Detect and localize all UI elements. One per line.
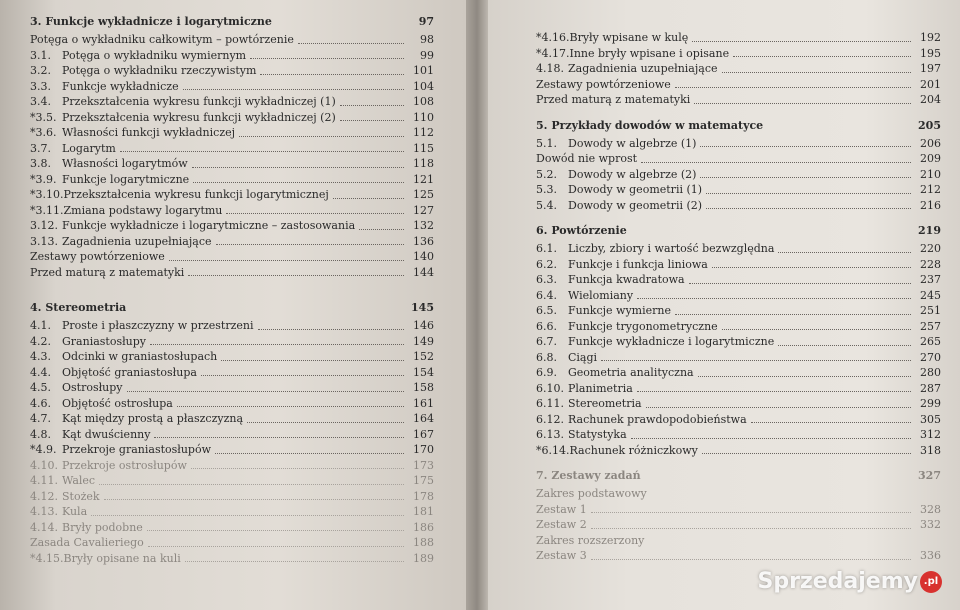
toc-entry-title: Ostrosłupy bbox=[62, 381, 123, 394]
toc-entry-title: Potęga o wykładniku rzeczywistym bbox=[62, 64, 257, 77]
toc-entry bbox=[30, 458, 434, 474]
toc-entry-title: Graniastosłupy bbox=[62, 334, 147, 348]
toc-entry-title: Wielomiany bbox=[568, 288, 634, 302]
toc-entry-number: 3.13. bbox=[30, 234, 58, 248]
toc-entry bbox=[30, 265, 434, 281]
toc-entry-page: 158 bbox=[413, 381, 434, 394]
toc-entry-number: 4.7. bbox=[30, 412, 51, 425]
toc-entry-page: 173 bbox=[413, 458, 434, 472]
toc-entry-title: Kąt między prostą a płaszczyzną bbox=[62, 412, 244, 425]
toc-entry bbox=[30, 63, 434, 79]
toc-entry-page: 98 bbox=[420, 33, 434, 46]
toc-entry-title: Zestawy powtórzeniowe bbox=[536, 77, 671, 91]
toc-entry-number: 6.3. bbox=[536, 273, 557, 286]
toc-entry-number: 6.2. bbox=[536, 257, 557, 271]
toc-entry-title: Objętość graniastosłupa bbox=[62, 365, 197, 379]
toc-entry bbox=[30, 535, 434, 551]
toc-entry-page: 112 bbox=[413, 126, 434, 139]
toc-entry-title: Rachunek różniczkowy bbox=[569, 443, 698, 457]
toc-entry-page: 209 bbox=[920, 152, 941, 165]
toc-entry-title: Własności logarytmów bbox=[62, 157, 188, 170]
toc-entry-title: Zestaw 1 bbox=[536, 502, 587, 516]
toc-entry-title: Rachunek prawdopodobieństwa bbox=[568, 412, 747, 426]
toc-entry-page: 195 bbox=[920, 46, 941, 60]
toc-entry bbox=[536, 517, 941, 533]
toc-entry-title: Przekształcenia wykresu funkcji logarytmicznej bbox=[63, 188, 329, 201]
toc-entry bbox=[30, 349, 434, 365]
toc-entry bbox=[536, 198, 941, 214]
toc-entry-title: Zestaw 2 bbox=[536, 518, 587, 531]
toc-entry-number: 6.9. bbox=[536, 366, 557, 379]
toc-entry-title: Bryły wpisane w kulę bbox=[569, 31, 689, 44]
toc-entry bbox=[30, 427, 434, 443]
toc-entry bbox=[536, 365, 941, 381]
toc-entry bbox=[30, 504, 434, 520]
toc-entry-page: 154 bbox=[413, 365, 434, 379]
toc-entry-number: 4.2. bbox=[30, 334, 51, 348]
toc-entry-title: Przekroje ostrosłupów bbox=[62, 458, 187, 472]
toc-entry bbox=[536, 30, 941, 46]
toc-entry-page: 257 bbox=[920, 319, 941, 333]
toc-entry bbox=[30, 473, 434, 489]
toc-entry-title: Ciągi bbox=[568, 350, 598, 364]
toc-entry bbox=[536, 443, 941, 459]
toc-entry bbox=[30, 249, 434, 265]
toc-entry-title: Przekroje graniastosłupów bbox=[62, 443, 212, 456]
toc-entry-title: Odcinki w graniastosłupach bbox=[62, 350, 218, 363]
toc-entry-title: Zakres podstawowy bbox=[536, 487, 647, 500]
toc-entry bbox=[536, 272, 941, 288]
toc-entry-page: 99 bbox=[420, 48, 434, 62]
toc-entry-page: 265 bbox=[920, 335, 941, 348]
section-heading: 3. Funkcje wykładnicze i logarytmiczne 97 bbox=[30, 15, 434, 28]
toc-entry-number: 4.14. bbox=[30, 520, 58, 534]
toc-entry-number: 6.4. bbox=[536, 288, 557, 302]
toc-entry bbox=[536, 381, 941, 397]
toc-entry bbox=[30, 396, 434, 412]
toc-entry-number: 3.2. bbox=[30, 64, 51, 77]
toc-entry-number: 4.8. bbox=[30, 427, 51, 441]
toc-entry bbox=[30, 380, 434, 396]
toc-entry-number: 4.1. bbox=[30, 319, 51, 332]
toc-entry-title: Funkcje i funkcja liniowa bbox=[568, 257, 708, 271]
toc-entry bbox=[536, 334, 941, 350]
toc-entry-number: 5.4. bbox=[536, 198, 557, 212]
toc-entry-number: 6.7. bbox=[536, 335, 557, 348]
toc-entry bbox=[30, 48, 434, 64]
toc-entry bbox=[536, 61, 941, 77]
toc-entry-title: Przed maturą z matematyki bbox=[30, 265, 185, 279]
toc-entry-number: *4.9. bbox=[30, 443, 57, 456]
toc-entry-title: Bryły podobne bbox=[62, 520, 143, 534]
toc-entry-page: 216 bbox=[920, 198, 941, 212]
toc-entry-title: Funkcje trygonometryczne bbox=[568, 319, 718, 333]
toc-entry-page: 170 bbox=[413, 443, 434, 456]
toc-entry-title: Zmiana podstawy logarytmu bbox=[63, 203, 223, 217]
toc-entry bbox=[536, 502, 941, 518]
toc-entry-title: Własności funkcji wykładniczej bbox=[62, 126, 236, 139]
toc-entry bbox=[30, 365, 434, 381]
toc-entry bbox=[30, 125, 434, 141]
section-heading: 4. Stereometria 145 bbox=[30, 301, 434, 314]
toc-entry-page: 189 bbox=[413, 551, 434, 565]
toc-entry-number: *4.16. bbox=[536, 31, 570, 44]
toc-entry-page: 237 bbox=[920, 273, 941, 286]
toc-entry-number: 6.12. bbox=[536, 412, 564, 426]
toc-entry bbox=[536, 412, 941, 428]
section-heading: 5. Przykłady dowodów w matematyce 205 bbox=[536, 118, 941, 132]
toc-entry-number: 4.11. bbox=[30, 474, 58, 487]
toc-entry bbox=[30, 551, 434, 567]
toc-entry-number: 3.12. bbox=[30, 219, 58, 232]
toc-entry bbox=[30, 442, 434, 458]
toc-entry bbox=[536, 241, 941, 257]
toc-entry-title: Funkcje logarytmiczne bbox=[62, 172, 190, 186]
watermark-logo: Sprzedajemy .pl bbox=[758, 569, 943, 594]
toc-entry-page: 280 bbox=[920, 366, 941, 379]
toc-entry-title: Inne bryły wpisane i opisane bbox=[569, 46, 730, 60]
toc-entry-number: *3.11. bbox=[30, 203, 64, 217]
toc-entry-number: 6.1. bbox=[536, 242, 557, 255]
toc-entry-title: Geometria analityczna bbox=[568, 366, 694, 379]
toc-entry-title: Liczby, zbiory i wartość bezwzględna bbox=[568, 242, 775, 255]
toc-entry-page: 201 bbox=[920, 77, 941, 91]
toc-entry-page: 318 bbox=[920, 443, 941, 457]
toc-entry bbox=[30, 411, 434, 427]
toc-entry-page: 149 bbox=[413, 334, 434, 348]
toc-entry-page: 204 bbox=[920, 93, 941, 106]
toc-entry bbox=[536, 303, 941, 319]
toc-entry-number: *4.17. bbox=[536, 46, 570, 60]
toc-entry-number: *6.14. bbox=[536, 443, 570, 457]
toc-entry-page: 178 bbox=[413, 489, 434, 503]
toc-entry-page: 167 bbox=[413, 427, 434, 441]
toc-entry-page: 115 bbox=[413, 141, 434, 155]
toc-entry-title: Funkcja kwadratowa bbox=[568, 273, 685, 286]
toc-entry-page: 127 bbox=[413, 203, 434, 217]
toc-entry-page: 192 bbox=[920, 31, 941, 44]
toc-entry-page: 186 bbox=[413, 520, 434, 534]
toc-entry bbox=[536, 46, 941, 62]
toc-entry-page: 212 bbox=[920, 183, 941, 196]
toc-entry-number: 6.13. bbox=[536, 428, 564, 441]
left-toc bbox=[30, 14, 434, 566]
toc-entry-number: 4.10. bbox=[30, 458, 58, 472]
toc-entry bbox=[30, 218, 434, 234]
toc-entry-title: Funkcje wykładnicze i logarytmiczne bbox=[568, 335, 775, 348]
toc-entry-title: Walec bbox=[62, 474, 96, 487]
toc-entry bbox=[30, 141, 434, 157]
toc-entry-page: 188 bbox=[413, 536, 434, 549]
toc-entry-title: Przekształcenia wykresu funkcji wykładniczej (2) bbox=[62, 110, 336, 124]
toc-entry-page: 305 bbox=[920, 412, 941, 426]
toc-entry bbox=[536, 486, 941, 502]
toc-entry-page: 328 bbox=[920, 502, 941, 516]
toc-entry-title: Dowody w geometrii (1) bbox=[568, 183, 703, 196]
toc-entry bbox=[30, 156, 434, 172]
toc-entry-title: Zakres rozszerzony bbox=[536, 533, 645, 547]
toc-entry-title: Zestaw 3 bbox=[536, 549, 587, 562]
toc-entry-number: 3.4. bbox=[30, 95, 51, 108]
toc-entry-number: 4.5. bbox=[30, 381, 51, 394]
toc-entry-title: Potęga o wykładniku wymiernym bbox=[62, 48, 247, 62]
toc-entry-number: 3.1. bbox=[30, 48, 51, 62]
toc-entry bbox=[536, 136, 941, 152]
toc-entry-page: 140 bbox=[413, 250, 434, 263]
toc-entry-title: Dowód nie wprost bbox=[536, 152, 638, 165]
toc-entry-title: Przed maturą z matematyki bbox=[536, 93, 691, 106]
toc-entry bbox=[536, 151, 941, 167]
toc-entry-number: 3.3. bbox=[30, 79, 51, 93]
toc-entry-number: 3.7. bbox=[30, 141, 51, 155]
toc-entry-title: Przekształcenia wykresu funkcji wykładniczej (1) bbox=[62, 95, 336, 108]
toc-entry-page: 175 bbox=[413, 474, 434, 487]
toc-entry-page: 181 bbox=[413, 505, 434, 518]
toc-entry-page: 121 bbox=[413, 172, 434, 186]
toc-entry-number: 5.3. bbox=[536, 183, 557, 196]
toc-entry-page: 104 bbox=[413, 79, 434, 93]
toc-entry bbox=[30, 79, 434, 95]
toc-entry-page: 245 bbox=[920, 288, 941, 302]
toc-entry-number: 6.5. bbox=[536, 304, 557, 317]
toc-entry-page: 197 bbox=[920, 62, 941, 75]
right-page bbox=[488, 0, 960, 610]
toc-entry-title: Dowody w geometrii (2) bbox=[568, 198, 703, 212]
toc-entry-number: 6.6. bbox=[536, 319, 557, 333]
toc-entry-number: 4.12. bbox=[30, 489, 58, 503]
toc-entry-page: 146 bbox=[413, 319, 434, 332]
toc-entry-number: 4.13. bbox=[30, 505, 58, 518]
section-heading: 7. Zestawy zadań 327 bbox=[536, 469, 941, 482]
toc-entry-page: 118 bbox=[413, 157, 434, 170]
toc-entry bbox=[536, 319, 941, 335]
toc-entry bbox=[536, 182, 941, 198]
toc-entry-number: 4.6. bbox=[30, 396, 51, 410]
toc-entry-page: 101 bbox=[413, 64, 434, 77]
toc-entry bbox=[536, 167, 941, 183]
toc-entry bbox=[536, 288, 941, 304]
toc-entry-number: 4.4. bbox=[30, 365, 51, 379]
toc-entry-number: *4.15. bbox=[30, 551, 64, 565]
toc-entry-title: Funkcje wykładnicze bbox=[62, 79, 179, 93]
toc-entry-title: Zestawy powtórzeniowe bbox=[30, 250, 165, 263]
toc-entry bbox=[536, 427, 941, 443]
toc-entry-title: Funkcje wymierne bbox=[568, 304, 671, 317]
toc-entry-page: 336 bbox=[920, 549, 941, 562]
toc-entry bbox=[30, 187, 434, 203]
toc-entry bbox=[536, 533, 941, 549]
toc-entry-page: 332 bbox=[920, 518, 941, 531]
toc-entry-number: *3.9. bbox=[30, 172, 57, 186]
toc-entry bbox=[30, 334, 434, 350]
toc-entry-number: 6.11. bbox=[536, 397, 564, 410]
toc-entry-page: 220 bbox=[920, 242, 941, 255]
toc-entry-title: Proste i płaszczyzny w przestrzeni bbox=[62, 319, 254, 332]
toc-entry bbox=[30, 172, 434, 188]
toc-entry-page: 110 bbox=[413, 110, 434, 124]
section-heading: 6. Powtórzenie 219 bbox=[536, 224, 941, 237]
toc-entry bbox=[536, 548, 941, 564]
toc-entry-page: 132 bbox=[413, 219, 434, 232]
toc-entry-title: Potęga o wykładniku całkowitym – powtórzenie bbox=[30, 33, 294, 46]
toc-entry bbox=[536, 396, 941, 412]
toc-entry-title: Objętość ostrosłupa bbox=[62, 396, 173, 410]
toc-entry-page: 299 bbox=[920, 397, 941, 410]
toc-entry-page: 312 bbox=[920, 428, 941, 441]
toc-entry bbox=[30, 520, 434, 536]
toc-entry-number: 5.2. bbox=[536, 167, 557, 181]
toc-entry bbox=[536, 77, 941, 93]
toc-entry-title: Kąt dwuścienny bbox=[62, 427, 151, 441]
toc-entry-number: 5.1. bbox=[536, 136, 557, 150]
toc-entry-title: Dowody w algebrze (2) bbox=[568, 167, 697, 181]
toc-entry-title: Bryły opisane na kuli bbox=[63, 551, 181, 565]
toc-entry-title: Zagadnienia uzupełniające bbox=[568, 62, 718, 75]
toc-entry-page: 251 bbox=[920, 304, 941, 317]
book-gutter bbox=[466, 0, 488, 610]
toc-entry-page: 206 bbox=[920, 136, 941, 150]
toc-entry bbox=[536, 350, 941, 366]
toc-entry-number: *3.10. bbox=[30, 188, 64, 201]
toc-entry-title: Funkcje wykładnicze i logarytmiczne – zastosowania bbox=[62, 219, 356, 232]
toc-entry-number: 4.18. bbox=[536, 62, 564, 75]
toc-entry-title: Planimetria bbox=[568, 381, 633, 395]
toc-entry-number: 3.8. bbox=[30, 157, 51, 170]
toc-entry-page: 210 bbox=[920, 167, 941, 181]
toc-entry-number: *3.5. bbox=[30, 110, 57, 124]
left-page bbox=[0, 0, 466, 610]
toc-entry bbox=[536, 92, 941, 108]
toc-entry bbox=[30, 203, 434, 219]
toc-entry-page: 287 bbox=[920, 381, 941, 395]
toc-entry-number: 6.10. bbox=[536, 381, 564, 395]
toc-entry bbox=[30, 318, 434, 334]
toc-entry-title: Logarytm bbox=[62, 141, 116, 155]
toc-entry-title: Kula bbox=[62, 505, 88, 518]
right-toc bbox=[536, 30, 941, 564]
toc-entry-page: 144 bbox=[413, 265, 434, 279]
toc-entry-number: 6.8. bbox=[536, 350, 557, 364]
toc-entry-page: 152 bbox=[413, 350, 434, 363]
toc-entry bbox=[30, 234, 434, 250]
toc-entry-title: Stereometria bbox=[568, 397, 642, 410]
toc-entry-page: 136 bbox=[413, 234, 434, 248]
toc-entry bbox=[30, 94, 434, 110]
toc-entry-page: 164 bbox=[413, 412, 434, 425]
toc-entry-number: *3.6. bbox=[30, 126, 57, 139]
toc-entry bbox=[30, 110, 434, 126]
toc-entry bbox=[30, 489, 434, 505]
toc-entry bbox=[536, 257, 941, 273]
toc-entry-title: Zagadnienia uzupełniające bbox=[62, 234, 212, 248]
toc-entry-page: 125 bbox=[413, 188, 434, 201]
toc-entry-title: Statystyka bbox=[568, 428, 627, 441]
toc-entry-page: 161 bbox=[413, 396, 434, 410]
toc-entry-number: 4.3. bbox=[30, 350, 51, 363]
toc-entry-page: 108 bbox=[413, 95, 434, 108]
toc-entry-title: Zasada Cavalieriego bbox=[30, 536, 144, 549]
toc-entry-page: 270 bbox=[920, 350, 941, 364]
toc-entry-title: Dowody w algebrze (1) bbox=[568, 136, 697, 150]
toc-entry bbox=[30, 32, 434, 48]
toc-entry-page: 228 bbox=[920, 257, 941, 271]
toc-entry-title: Stożek bbox=[62, 489, 100, 503]
